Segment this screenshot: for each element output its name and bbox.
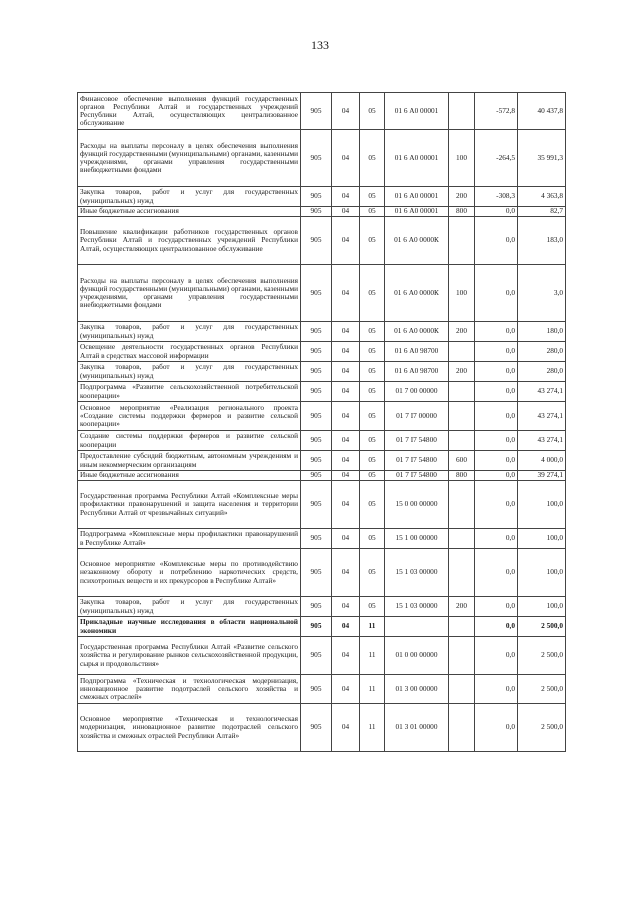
cell-expense-type	[449, 675, 475, 704]
table-row	[78, 93, 566, 130]
cell-total: 100,0	[518, 549, 566, 597]
table-row	[78, 362, 566, 382]
cell-total: 40 437,8	[518, 93, 566, 130]
cell-target-article: 01 7 I7 54800	[385, 451, 449, 471]
cell-section: 04	[332, 617, 360, 637]
cell-change: 0,0	[475, 481, 518, 529]
cell-subsection: 05	[360, 481, 385, 529]
cell-section: 04	[332, 597, 360, 617]
cell-grbs: 905	[301, 362, 332, 382]
cell-target-article	[385, 617, 449, 637]
table-row	[78, 549, 566, 597]
cell-target-article: 01 6 А0 00001	[385, 93, 449, 130]
table-row	[78, 617, 566, 637]
cell-target-article: 01 7 I7 54800	[385, 471, 449, 481]
cell-section: 04	[332, 402, 360, 431]
table-row	[78, 187, 566, 207]
cell-change: 0,0	[475, 342, 518, 362]
cell-target-article: 01 3 00 00000	[385, 675, 449, 704]
cell-total: 4 363,8	[518, 187, 566, 207]
cell-target-article: 01 6 А0 00001	[385, 187, 449, 207]
cell-total: 82,7	[518, 207, 566, 217]
cell-subsection: 05	[360, 207, 385, 217]
cell-name: Предоставление субсидий бюджетным, автономным учреждениям и иным некоммерческим организациям	[78, 451, 301, 471]
cell-name: Основное мероприятие «Комплексные меры по противодействию незаконному обороту и потреблению наркотических средств, психотропных веществ и их прекурсоров в Республике Алтай»	[78, 549, 301, 597]
cell-grbs: 905	[301, 265, 332, 322]
cell-section: 04	[332, 637, 360, 675]
table-row	[78, 471, 566, 481]
cell-target-article: 01 3 01 00000	[385, 704, 449, 752]
cell-name: Повышение квалификации работников государственных органов Республики Алтай и государственных учреждений Республики Алтай, осуществляющих централизованное обслуживание	[78, 217, 301, 265]
table-row	[78, 704, 566, 752]
cell-expense-type	[449, 382, 475, 402]
cell-expense-type: 200	[449, 597, 475, 617]
cell-total: 100,0	[518, 529, 566, 549]
cell-name: Создание системы поддержки фермеров и развитие сельской кооперации	[78, 431, 301, 451]
cell-expense-type: 100	[449, 265, 475, 322]
cell-target-article: 01 6 А0 0000К	[385, 265, 449, 322]
cell-subsection: 05	[360, 322, 385, 342]
cell-grbs: 905	[301, 207, 332, 217]
cell-expense-type	[449, 342, 475, 362]
cell-total: 43 274,1	[518, 382, 566, 402]
table-row	[78, 217, 566, 265]
cell-section: 04	[332, 93, 360, 130]
cell-total: 180,0	[518, 322, 566, 342]
cell-section: 04	[332, 217, 360, 265]
cell-section: 04	[332, 342, 360, 362]
table-row	[78, 322, 566, 342]
cell-target-article: 01 7 I7 00000	[385, 402, 449, 431]
cell-name: Основное мероприятие «Техническая и технологическая модернизация, инновационное развитие подотраслей сельского хозяйства и смежных отраслей Республики Алтай»	[78, 704, 301, 752]
cell-grbs: 905	[301, 529, 332, 549]
cell-subsection: 05	[360, 451, 385, 471]
cell-change: 0,0	[475, 529, 518, 549]
cell-change: 0,0	[475, 431, 518, 451]
table-row	[78, 431, 566, 451]
cell-grbs: 905	[301, 382, 332, 402]
cell-name: Иные бюджетные ассигнования	[78, 471, 301, 481]
cell-expense-type: 800	[449, 471, 475, 481]
cell-subsection: 05	[360, 362, 385, 382]
cell-expense-type	[449, 402, 475, 431]
cell-section: 04	[332, 207, 360, 217]
cell-expense-type: 200	[449, 362, 475, 382]
cell-total: 43 274,1	[518, 402, 566, 431]
cell-change: 0,0	[475, 704, 518, 752]
page-number: 133	[311, 38, 329, 52]
table-row	[78, 675, 566, 704]
cell-change: 0,0	[475, 597, 518, 617]
cell-total: 2 500,0	[518, 637, 566, 675]
cell-change: 0,0	[475, 617, 518, 637]
budget-table	[77, 92, 566, 752]
cell-grbs: 905	[301, 217, 332, 265]
cell-target-article: 15 0 00 00000	[385, 481, 449, 529]
cell-section: 04	[332, 549, 360, 597]
table-body	[78, 93, 566, 752]
cell-grbs: 905	[301, 471, 332, 481]
cell-change: -264,5	[475, 130, 518, 187]
cell-name: Иные бюджетные ассигнования	[78, 207, 301, 217]
cell-grbs: 905	[301, 549, 332, 597]
cell-name: Финансовое обеспечение выполнения функций государственных органов Республики Алтай и государственных учреждений Республики Алтай, осуществляющих централизованное обслуживание	[78, 93, 301, 130]
cell-section: 04	[332, 265, 360, 322]
cell-expense-type	[449, 217, 475, 265]
cell-subsection: 05	[360, 130, 385, 187]
cell-grbs: 905	[301, 431, 332, 451]
cell-target-article: 01 6 А0 0000К	[385, 217, 449, 265]
cell-name: Государственная программа Республики Алтай «Комплексные меры профилактики правонарушений и защита населения и территории Республики Алтай от чрезвычайных ситуаций»	[78, 481, 301, 529]
table-row	[78, 265, 566, 322]
cell-change: 0,0	[475, 402, 518, 431]
cell-target-article: 15 1 00 00000	[385, 529, 449, 549]
cell-expense-type: 200	[449, 187, 475, 207]
cell-name: Освещение деятельности государственных органов Республики Алтай в средствах массовой информации	[78, 342, 301, 362]
cell-target-article: 01 7 00 00000	[385, 382, 449, 402]
table-row	[78, 402, 566, 431]
cell-change: 0,0	[475, 637, 518, 675]
cell-grbs: 905	[301, 187, 332, 207]
cell-total: 2 500,0	[518, 617, 566, 637]
cell-expense-type: 800	[449, 207, 475, 217]
cell-expense-type: 600	[449, 451, 475, 471]
table-row	[78, 342, 566, 362]
cell-name: Закупка товаров, работ и услуг для государственных (муниципальных) нужд	[78, 362, 301, 382]
cell-grbs: 905	[301, 342, 332, 362]
cell-section: 04	[332, 187, 360, 207]
cell-subsection: 05	[360, 265, 385, 322]
cell-change: -308,3	[475, 187, 518, 207]
cell-section: 04	[332, 382, 360, 402]
cell-grbs: 905	[301, 322, 332, 342]
cell-subsection: 11	[360, 617, 385, 637]
cell-section: 04	[332, 471, 360, 481]
cell-section: 04	[332, 431, 360, 451]
cell-section: 04	[332, 130, 360, 187]
cell-change: -572,8	[475, 93, 518, 130]
cell-subsection: 05	[360, 187, 385, 207]
cell-name: Подпрограмма «Комплексные меры профилактики правонарушений в Республике Алтай»	[78, 529, 301, 549]
cell-target-article: 01 6 А0 98700	[385, 362, 449, 382]
cell-subsection: 05	[360, 402, 385, 431]
cell-change: 0,0	[475, 471, 518, 481]
cell-change: 0,0	[475, 549, 518, 597]
cell-grbs: 905	[301, 451, 332, 471]
cell-section: 04	[332, 362, 360, 382]
cell-name: Подпрограмма «Техническая и технологическая модернизация, инновационное развитие подотраслей сельского хозяйства и смежных отраслей»	[78, 675, 301, 704]
table-row	[78, 130, 566, 187]
cell-target-article: 01 6 А0 00001	[385, 207, 449, 217]
cell-grbs: 905	[301, 481, 332, 529]
cell-subsection: 05	[360, 549, 385, 597]
cell-expense-type	[449, 431, 475, 451]
cell-subsection: 05	[360, 342, 385, 362]
cell-change: 0,0	[475, 675, 518, 704]
cell-change: 0,0	[475, 382, 518, 402]
cell-total: 2 500,0	[518, 675, 566, 704]
cell-section: 04	[332, 451, 360, 471]
cell-grbs: 905	[301, 675, 332, 704]
cell-name: Закупка товаров, работ и услуг для государственных (муниципальных) нужд	[78, 597, 301, 617]
cell-subsection: 05	[360, 217, 385, 265]
cell-target-article: 01 6 А0 0000К	[385, 322, 449, 342]
cell-section: 04	[332, 481, 360, 529]
cell-expense-type	[449, 704, 475, 752]
cell-target-article: 01 0 00 00000	[385, 637, 449, 675]
cell-change: 0,0	[475, 207, 518, 217]
cell-target-article: 15 1 03 00000	[385, 597, 449, 617]
cell-subsection: 05	[360, 93, 385, 130]
cell-total: 43 274,1	[518, 431, 566, 451]
cell-section: 04	[332, 529, 360, 549]
cell-expense-type: 100	[449, 130, 475, 187]
table-row	[78, 637, 566, 675]
cell-section: 04	[332, 704, 360, 752]
cell-grbs: 905	[301, 637, 332, 675]
cell-grbs: 905	[301, 704, 332, 752]
table-row	[78, 207, 566, 217]
cell-name: Закупка товаров, работ и услуг для государственных (муниципальных) нужд	[78, 187, 301, 207]
cell-name: Закупка товаров, работ и услуг для государственных (муниципальных) нужд	[78, 322, 301, 342]
cell-grbs: 905	[301, 402, 332, 431]
cell-section: 04	[332, 322, 360, 342]
cell-subsection: 05	[360, 597, 385, 617]
cell-name: Подпрограмма «Развитие сельскохозяйственной потребительской кооперации»	[78, 382, 301, 402]
table-row	[78, 382, 566, 402]
cell-grbs: 905	[301, 130, 332, 187]
cell-name: Расходы на выплаты персоналу в целях обеспечения выполнения функций государственными (муниципальными) органами, казенными учреждениями, органами управления государственными внебюджетными фондами	[78, 265, 301, 322]
cell-name: Основное мероприятие «Реализация регионального проекта «Создание системы поддержки фермеров и развитие сельской кооперации»	[78, 402, 301, 431]
table-row	[78, 451, 566, 471]
cell-subsection: 11	[360, 637, 385, 675]
cell-total: 100,0	[518, 481, 566, 529]
table-row	[78, 529, 566, 549]
cell-subsection: 05	[360, 382, 385, 402]
cell-grbs: 905	[301, 93, 332, 130]
cell-expense-type	[449, 637, 475, 675]
cell-grbs: 905	[301, 597, 332, 617]
cell-change: 0,0	[475, 265, 518, 322]
table-row	[78, 481, 566, 529]
cell-change: 0,0	[475, 217, 518, 265]
cell-total: 3,0	[518, 265, 566, 322]
cell-target-article: 01 6 А0 00001	[385, 130, 449, 187]
cell-target-article: 01 6 А0 98700	[385, 342, 449, 362]
cell-expense-type	[449, 93, 475, 130]
cell-name: Расходы на выплаты персоналу в целях обеспечения выполнения функций государственными (муниципальными) органами, казенными учреждениями, органами управления государственными внебюджетными фондами	[78, 130, 301, 187]
cell-subsection: 05	[360, 431, 385, 451]
cell-subsection: 11	[360, 675, 385, 704]
cell-expense-type	[449, 529, 475, 549]
cell-target-article: 01 7 I7 54800	[385, 431, 449, 451]
cell-expense-type: 200	[449, 322, 475, 342]
table-row	[78, 597, 566, 617]
cell-total: 35 991,3	[518, 130, 566, 187]
cell-change: 0,0	[475, 322, 518, 342]
cell-subsection: 05	[360, 529, 385, 549]
cell-change: 0,0	[475, 362, 518, 382]
cell-subsection: 05	[360, 471, 385, 481]
cell-expense-type	[449, 481, 475, 529]
cell-name: Прикладные научные исследования в области национальной экономики	[78, 617, 301, 637]
cell-total: 280,0	[518, 362, 566, 382]
cell-name: Государственная программа Республики Алтай «Развитие сельского хозяйства и регулирование рынков сельскохозяйственной продукции, сырья и продовольствия»	[78, 637, 301, 675]
cell-expense-type	[449, 617, 475, 637]
cell-subsection: 11	[360, 704, 385, 752]
cell-total: 39 274,1	[518, 471, 566, 481]
cell-section: 04	[332, 675, 360, 704]
cell-total: 280,0	[518, 342, 566, 362]
cell-total: 4 000,0	[518, 451, 566, 471]
cell-total: 100,0	[518, 597, 566, 617]
cell-total: 2 500,0	[518, 704, 566, 752]
cell-grbs: 905	[301, 617, 332, 637]
cell-change: 0,0	[475, 451, 518, 471]
cell-target-article: 15 1 03 00000	[385, 549, 449, 597]
cell-expense-type	[449, 549, 475, 597]
cell-total: 183,0	[518, 217, 566, 265]
